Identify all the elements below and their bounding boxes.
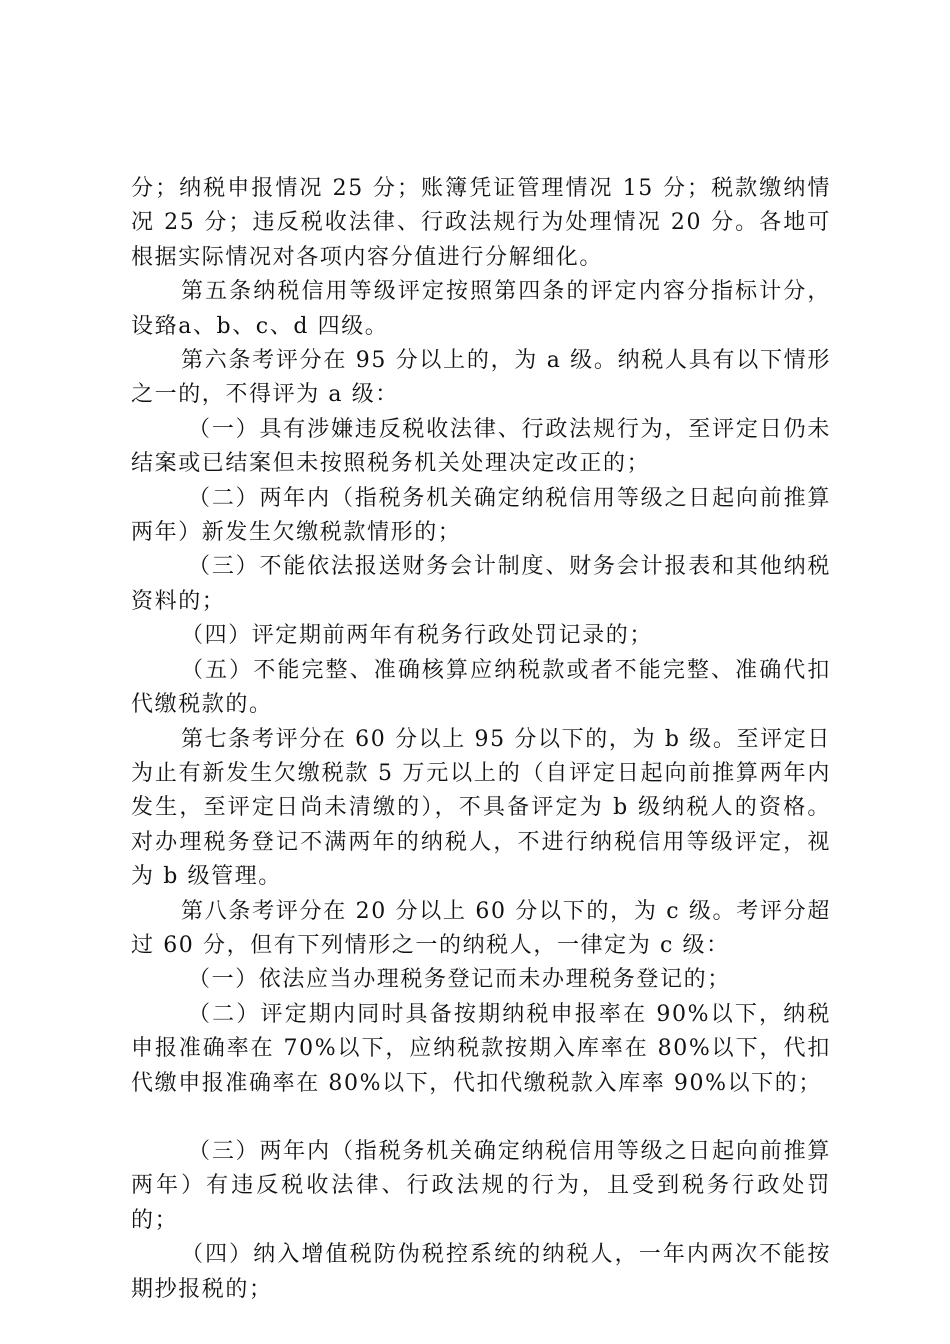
paragraph-article-6: 第六条考评分在 95 分以上的，为 a 级。纳税人具有以下情形之一的，不得评为 a 级： — [131, 348, 831, 408]
paragraph-scoring-items: 分；纳税申报情况 25 分；账簿凭证管理情况 15 分；税款缴纳情况 25 分；违反税收法律、行政法规行为处理情况 20 分。各地可根据实际情况对各项内容分值进行分解细化。 — [131, 176, 831, 270]
article-6-item-3: （三）不能依法报送财务会计制度、财务会计报表和其他纳税资料的； — [131, 554, 831, 614]
paragraph-spacer — [131, 1101, 831, 1135]
paragraph-article-7: 第七条考评分在 60 分以上 95 分以下的，为 b 级。至评定日为止有新发生欠缴税款 5 万元以上的（自评定日起向前推算两年内发生，至评定日尚未清缴的），不具备评定为 b 级纳税人的资格。对办理税务登记不满两年的纳税人，不进行纳税信用等级评定，视为 b 级管理。 — [131, 726, 831, 890]
article-6-item-2: （二）两年内（指税务机关确定纳税信用等级之日起向前推算两年）新发生欠缴税款情形的； — [131, 485, 831, 546]
article-8-item-2: （二）评定期内同时具备按期纳税申报率在 90%以下，纳税申报准确率在 70%以下，应纳税款按期入库率在 80%以下，代扣代缴申报准确率在 80%以下，代扣代缴税款入库率 90%以下的； — [131, 1001, 831, 1096]
article-6-item-1: （一）具有涉嫌违反税收法律、行政法规行为，至评定日仍未结案或已结案但未按照税务机关处理决定改正的； — [131, 416, 831, 477]
document-body — [131, 172, 831, 1307]
paragraph-article-8: 第八条考评分在 20 分以上 60 分以下的，为 c 级。考评分超过 60 分，但有下列情形之一的纳税人，一律定为 c 级： — [131, 898, 831, 958]
paragraph-article-5: 第五条纳税信用等级评定按照第四条的评定内容分指标计分，设臵a、b、c、d 四级。 — [131, 279, 831, 339]
article-8-item-3: （三）两年内（指税务机关确定纳税信用等级之日起向前推算两年）有违反税收法律、行政法规的行为，且受到税务行政处罚的； — [131, 1138, 831, 1233]
article-6-item-5: （五）不能完整、准确核算应纳税款或者不能完整、准确代扣代缴税款的。 — [131, 657, 831, 718]
article-6-item-4: （四）评定期前两年有税务行政处罚记录的； — [181, 623, 654, 649]
article-8-item-1: （一）依法应当办理税务登记而未办理税务登记的； — [188, 967, 731, 993]
article-8-item-4: （四）纳入增值税防伪税控系统的纳税人，一年内两次不能按期抄报税的； — [131, 1242, 831, 1302]
